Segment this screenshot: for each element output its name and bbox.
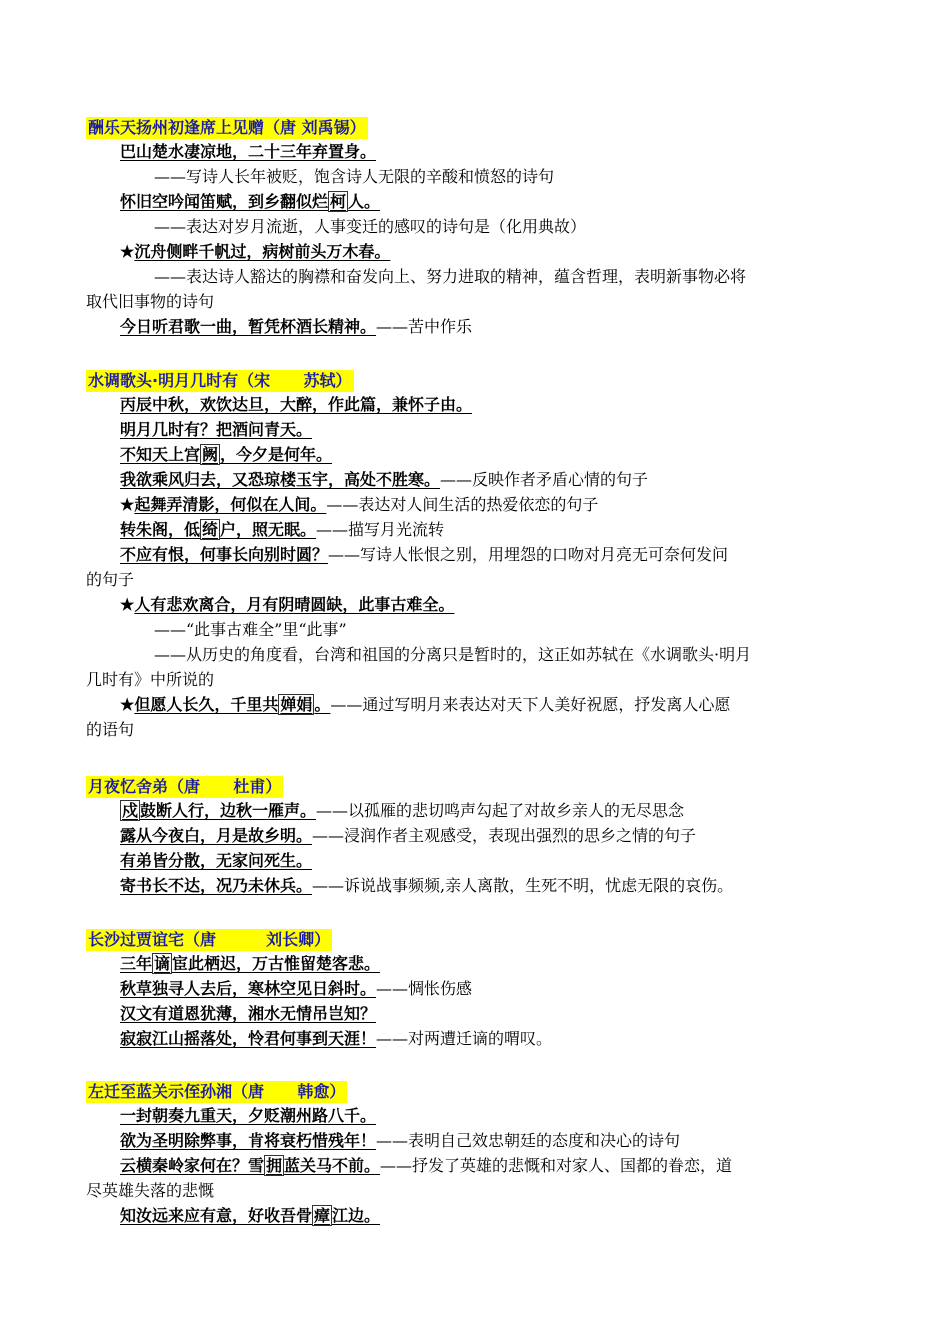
verse-line: ★但愿人长久，千里共 婵娟 。——通过写明月来表达对天下人美好祝愿，抒发离人心愿	[120, 695, 731, 714]
annotation-line: ——“此事古难全”里“此事”	[154, 620, 347, 639]
boxed-char: 柯	[330, 192, 347, 211]
verse-line: 欲为圣明除弊事，肯将衰朽惜残年！——表明自己效忠朝廷的态度和决心的诗句	[120, 1131, 681, 1150]
verse-line: 云横秦岭家何在？雪 拥 蓝关马不前。——抒发了英雄的悲慨和对家人、国都的眷恋，道	[120, 1156, 733, 1175]
verse-line: 寂寂江山摇落处，怜君何事到天涯！——对两遭迁谪的喟叹。	[120, 1029, 553, 1048]
star-mark: ★	[120, 595, 135, 614]
boxed-char: 瘴	[314, 1206, 331, 1225]
boxed-char: 戍	[122, 801, 139, 820]
annotation-continuation: 几时有》中所说的	[86, 670, 215, 689]
verse-line: 露从今夜白，月是故乡明。——浸润作者主观感受，表现出强烈的思乡之情的句子	[120, 826, 697, 845]
boxed-char: 阙	[202, 445, 219, 464]
poem-title: 月夜忆舍弟（唐 杜甫）	[88, 777, 282, 796]
boxed-char: 绮	[202, 520, 219, 539]
verse-line: 明月几时有？把酒问青天。	[120, 420, 313, 439]
poem-section	[86, 370, 866, 742]
poem-section	[86, 776, 866, 898]
verse-line: 我欲乘风归去，又恐琼楼玉宇，高处不胜寒。——反映作者矛盾心情的句子	[120, 470, 649, 489]
annotation-continuation: 的语句	[86, 720, 135, 739]
annotation-line: ——写诗人长年被贬，饱含诗人无限的辛酸和愤怒的诗句	[154, 167, 555, 186]
poem-title: 左迁至蓝关示侄孙湘（唐 韩愈）	[88, 1082, 346, 1101]
boxed-char: 谪	[154, 954, 171, 973]
verse-line: 汉文有道恩犹薄，湘水无情吊岂知？	[120, 1004, 377, 1023]
verse-line: 不应有恨，何事长向别时圆？——写诗人怅恨之别，用埋怨的口吻对月亮无可奈何发问	[120, 545, 729, 564]
annotation-line: ——从历史的角度看，台湾和祖国的分离只是暂时的，这正如苏轼在《水调歌头·明月	[154, 645, 752, 664]
verse-line: ★起舞弄清影，何似在人间。——表达对人间生活的热爱依恋的句子	[120, 495, 599, 514]
boxed-char: 拥	[266, 1156, 283, 1175]
verse-line: 戍 鼓断人行，边秋一雁声。——以孤雁的悲切鸣声勾起了对故乡亲人的无尽思念	[122, 801, 685, 820]
verse-line: 今日听君歌一曲，暂凭杯酒长精神。——苦中作乐	[120, 317, 473, 336]
verse-line: ★沉舟侧畔千帆过，病树前头万木春。	[120, 242, 391, 261]
annotation-line: ——表达对岁月流逝，人事变迁的感叹的诗句是（化用典故）	[154, 217, 587, 236]
annotation-line: ——表达诗人豁达的胸襟和奋发向上、努力进取的精神，蕴含哲理，表明新事物必将	[154, 267, 747, 286]
poem-title: 长沙过贾谊宅（唐 刘长卿）	[88, 930, 331, 949]
star-mark: ★	[120, 242, 135, 261]
verse-line: 不知天上宫 阙 ，今夕是何年。	[120, 445, 333, 464]
boxed-char: 婵娟	[280, 695, 313, 714]
verse-line: 转朱阁，低 绮 户，照无眠。——描写月光流转	[120, 520, 445, 539]
poem-title: 水调歌头·明月几时有（宋 苏轼）	[88, 371, 352, 390]
annotation-continuation: 的句子	[86, 570, 135, 589]
verse-line: 一封朝奏九重天，夕贬潮州路八千。	[120, 1106, 377, 1125]
verse-line: 秋草独寻人去后，寒林空见日斜时。——惆怅伤感	[120, 979, 473, 998]
verse-line: 知汝远来应有意，好收吾骨 瘴 江边。	[120, 1206, 381, 1225]
verse-line: 寄书长不达，况乃未休兵。——诉说战事频频,亲人离散，生死不明，忧虑无限的哀伤。	[120, 876, 734, 895]
verse-line: 怀旧空吟闻笛赋，到乡翻似烂 柯 人。	[120, 192, 381, 211]
verse-line: 巴山楚水凄凉地，二十三年弃置身。	[120, 142, 377, 161]
poem-section	[86, 1081, 866, 1228]
verse-line: 三年 谪 宦此栖迟，万古惟留楚客悲。	[120, 954, 381, 973]
star-mark: ★	[120, 495, 135, 514]
poem-title: 酬乐天扬州初逢席上见赠（唐 刘禹锡）	[88, 118, 366, 137]
annotation-continuation: 尽英雄失落的悲慨	[86, 1181, 215, 1200]
verse-line: 有弟皆分散，无家问死生。	[120, 851, 313, 870]
star-mark: ★	[120, 695, 135, 714]
verse-line: ★人有悲欢离合，月有阴晴圆缺，此事古难全。	[120, 595, 455, 614]
annotation-continuation: 取代旧事物的诗句	[86, 292, 215, 311]
verse-line: 丙辰中秋，欢饮达旦，大醉，作此篇，兼怀子由。	[120, 395, 473, 414]
poem-section	[86, 929, 866, 1051]
poem-section	[86, 117, 866, 339]
